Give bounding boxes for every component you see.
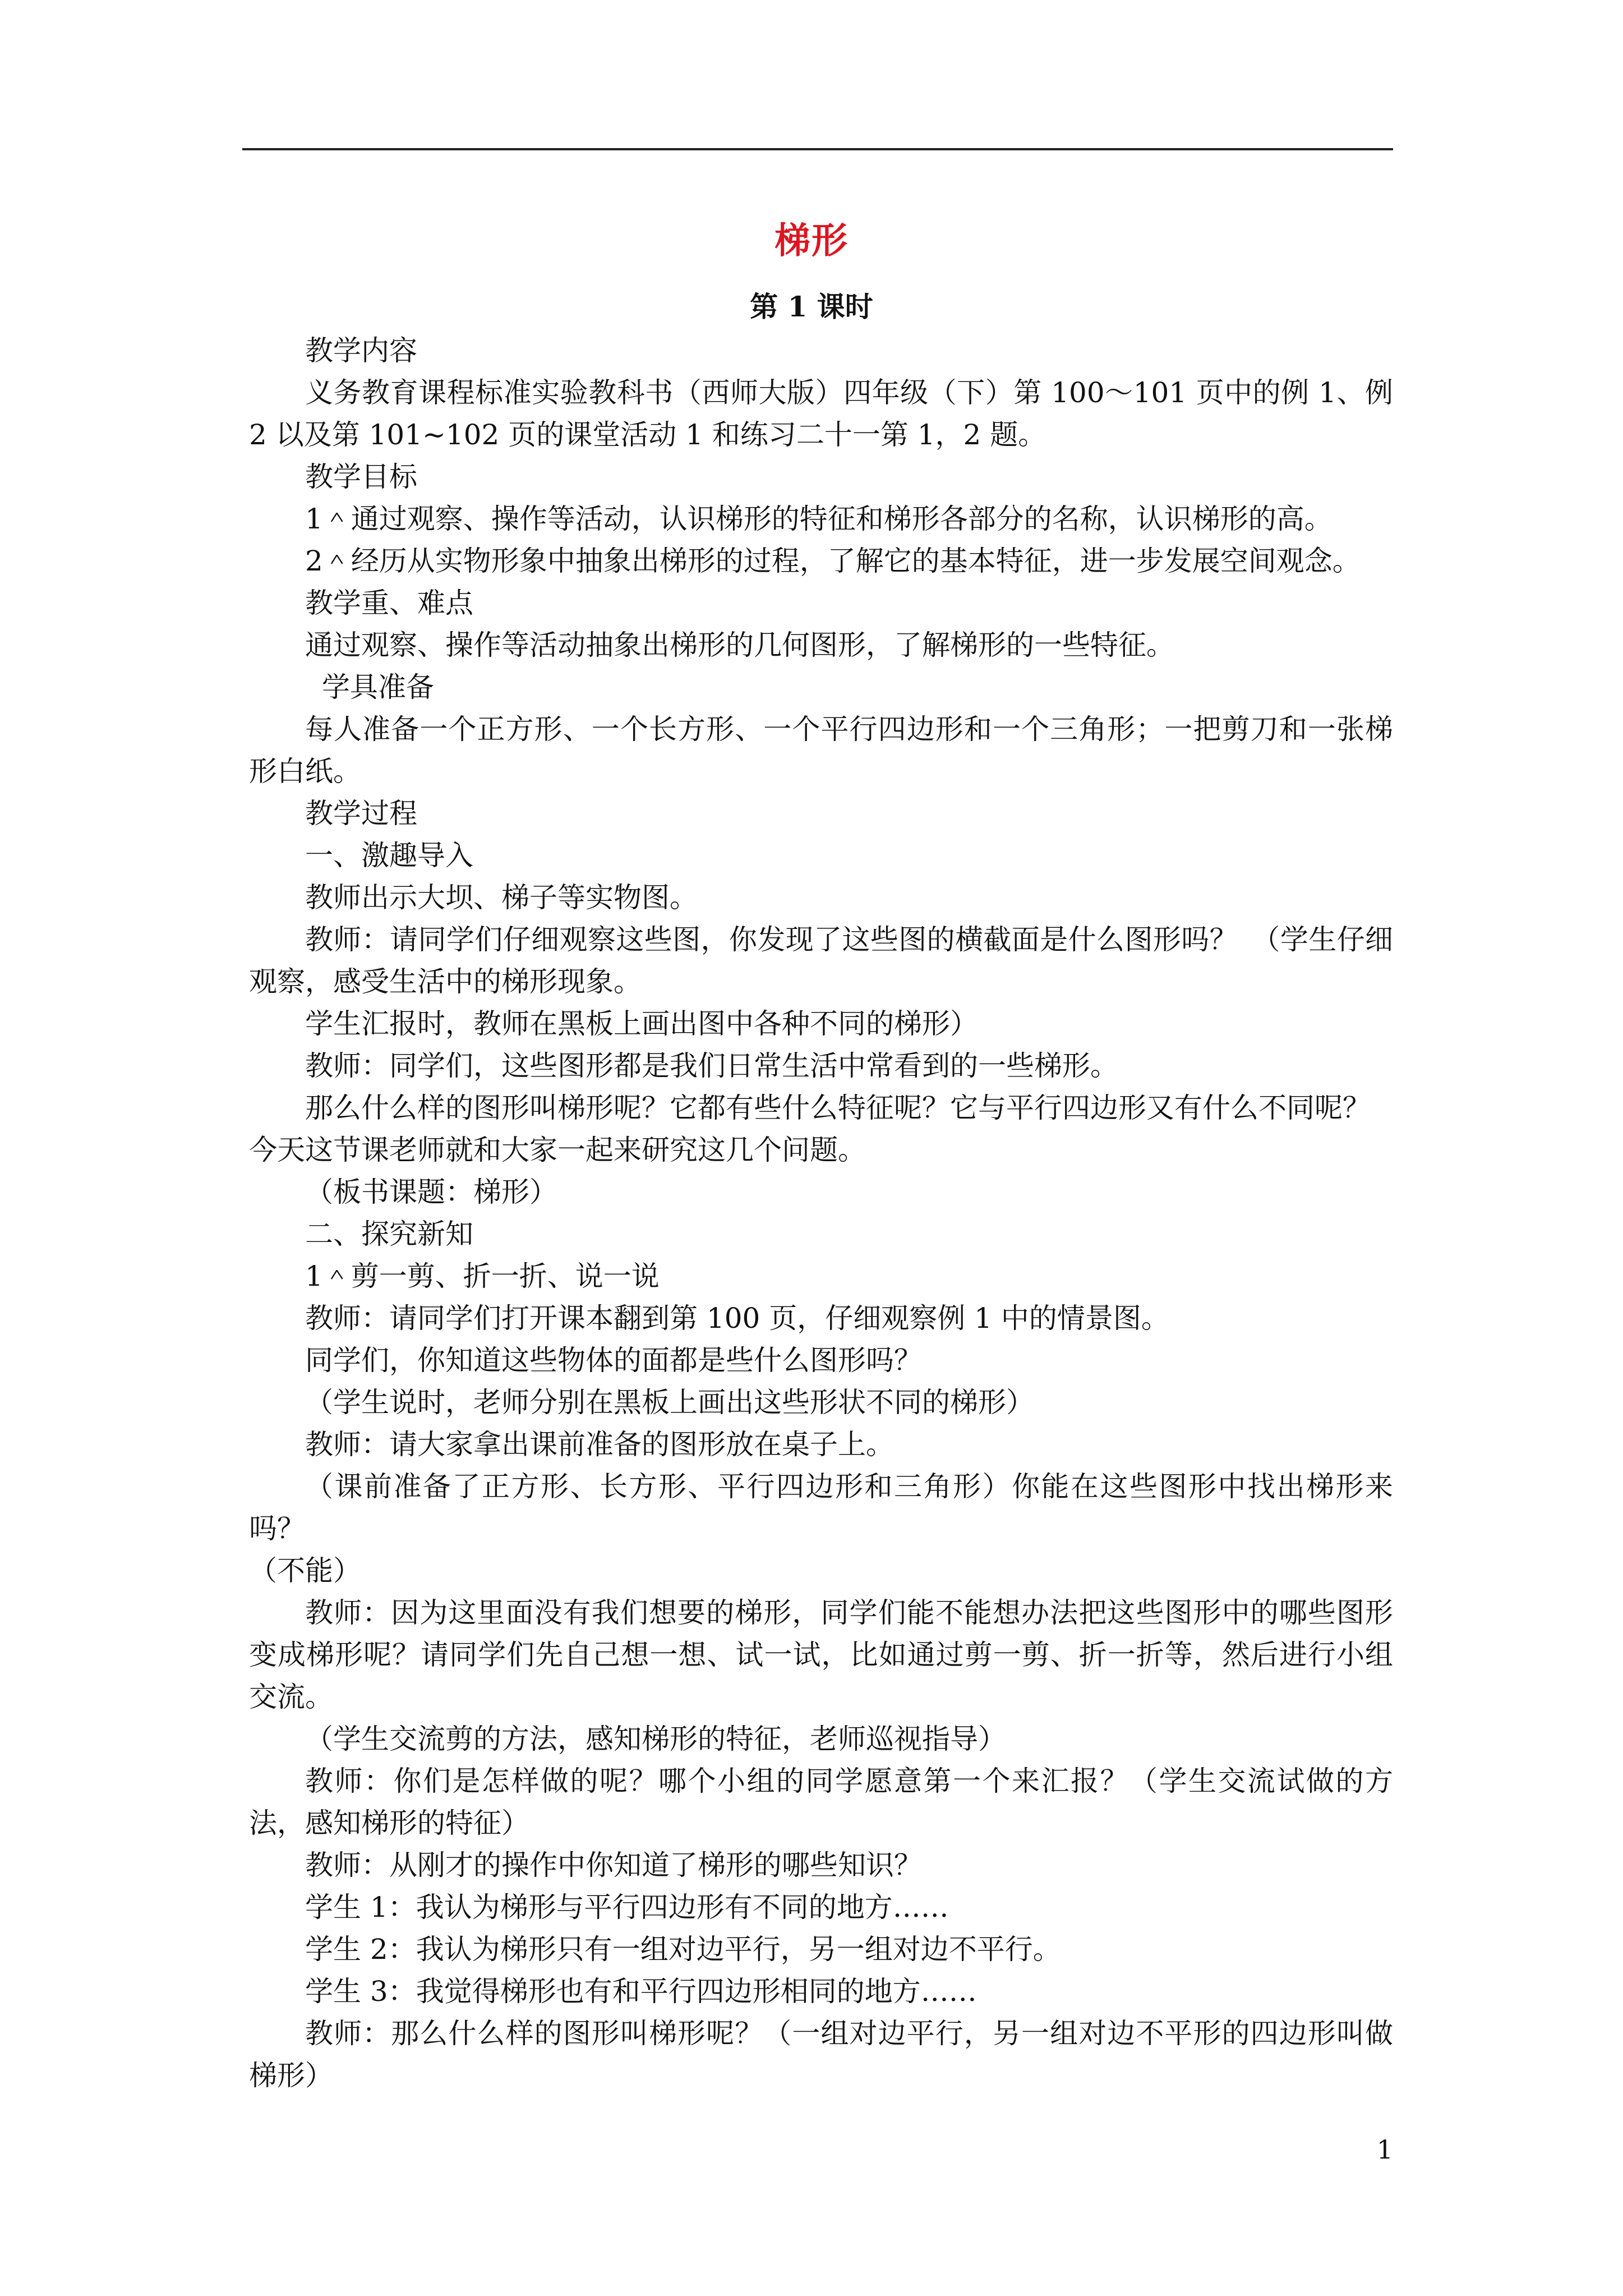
paragraph: 每人准备一个正方形、一个长方形、一个平行四边形和一个三角形；一把剪刀和一张梯形白纸。	[249, 713, 1393, 788]
paragraph: 那么什么样的图形叫梯形呢？它都有些什么特征呢？它与平行四边形又有什么不同呢？	[305, 1092, 1371, 1124]
section-heading: 教学目标	[305, 461, 417, 493]
paragraph: 同学们，你知道这些物体的面都是些什么图形吗？	[305, 1344, 922, 1377]
paragraph: 教师出示大坝、梯子等实物图。	[305, 881, 698, 914]
paragraph: （学生说时，老师分别在黑板上画出这些形状不同的梯形）	[305, 1386, 1034, 1419]
paragraph: 学生 3：我觉得梯形也有和平行四边形相同的地方……	[305, 1975, 977, 2008]
paragraph: （不能）	[249, 1554, 361, 1587]
paragraph: 教师：那么什么样的图形叫梯形呢？（一组对边平行，另一组对边不平形的四边形叫做梯形）	[249, 2017, 1393, 2092]
document-body	[249, 330, 1393, 2097]
paragraph: 教师：因为这里面没有我们想要的梯形，同学们能不能想办法把这些图形中的哪些图形变成梯形呢？请同学们先自己想一想、试一试，比如通过剪一剪、折一折等，然后进行小组交流。	[249, 1596, 1393, 1713]
section-heading: 教学过程	[305, 797, 417, 830]
section-heading: 学具准备	[322, 671, 434, 703]
paragraph: （学生交流剪的方法，感知梯形的特征，老师巡视指导）	[305, 1723, 1006, 1755]
header-rule	[242, 148, 1393, 150]
paragraph: 学生 1：我认为梯形与平行四边形有不同的地方……	[305, 1891, 949, 1924]
page-number: 1	[1376, 2134, 1393, 2165]
paragraph: 教师：从刚才的操作中你知道了梯形的哪些知识？	[305, 1849, 922, 1881]
page-title: 梯形	[774, 220, 849, 262]
section-heading: 教学重、难点	[305, 587, 473, 619]
paragraph: 1＾通过观察、操作等活动，认识梯形的特征和梯形各部分的名称，认识梯形的高。	[305, 503, 1332, 535]
paragraph: 教师：请同学们仔细观察这些图，你发现了这些图的横截面是什么图形吗？ （学生仔细观察，感受生活中的梯形现象。	[249, 923, 1393, 998]
paragraph: 学生 2：我认为梯形只有一组对边平行，另一组对边不平行。	[305, 1933, 1061, 1966]
lesson-subtitle: 第 1 课时	[750, 290, 873, 323]
section-heading: 1＾剪一剪、折一折、说一说	[305, 1260, 660, 1292]
paragraph: 教师：同学们，这些图形都是我们日常生活中常看到的一些梯形。	[305, 1050, 1118, 1082]
paragraph: 教师：请大家拿出课前准备的图形放在桌子上。	[305, 1428, 894, 1461]
paragraph: （板书课题：梯形）	[305, 1176, 557, 1208]
paragraph: 通过观察、操作等活动抽象出梯形的几何图形，了解梯形的一些特征。	[305, 629, 1174, 661]
paragraph: 教师：请同学们打开课本翻到第 100 页，仔细观察例 1 中的情景图。	[305, 1302, 1169, 1335]
paragraph: （课前准备了正方形、长方形、平行四边形和三角形）你能在这些图形中找出梯形来吗？	[249, 1470, 1393, 1545]
section-heading: 二、探究新知	[305, 1218, 473, 1250]
section-heading: 教学内容	[305, 334, 417, 367]
paragraph: 义务教育课程标准实验教科书（西师大版）四年级（下）第 100～101 页中的例 1、例 2 以及第 101~102 页的课堂活动 1 和练习二十一第 1，2 题。	[249, 376, 1393, 451]
paragraph: 教师：你们是怎样做的呢？哪个小组的同学愿意第一个来汇报？（学生交流试做的方法，感知梯形的特征）	[249, 1765, 1393, 1839]
paragraph: 学生汇报时，教师在黑板上画出图中各种不同的梯形）	[305, 1007, 978, 1040]
section-heading: 一、激趣导入	[305, 839, 473, 872]
paragraph: 今天这节课老师就和大家一起来研究这几个问题。	[249, 1134, 866, 1166]
paragraph: 2＾经历从实物形象中抽象出梯形的过程，了解它的基本特征，进一步发展空间观念。	[305, 545, 1361, 577]
